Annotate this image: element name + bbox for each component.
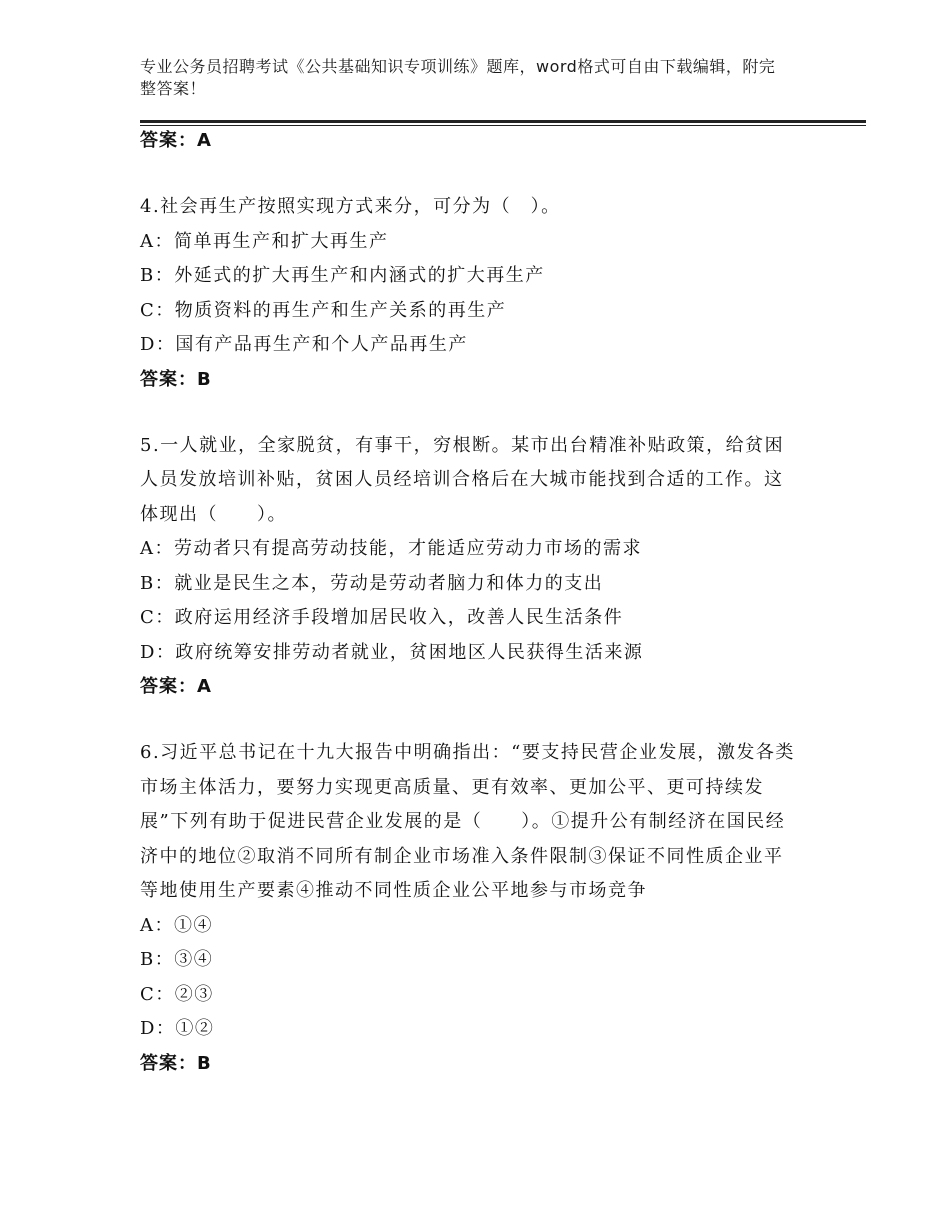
option-b: B：就业是民生之本，劳动是劳动者脑力和体力的支出 <box>140 572 604 594</box>
answer-line: 答案：A <box>140 676 212 697</box>
answer-line: 答案：B <box>140 1052 212 1074</box>
option-c: C：政府运用经济手段增加居民收入，改善人民生活条件 <box>140 607 624 628</box>
question-stem: 4.社会再生产按照实现方式来分，可分为（ ）。 <box>140 196 561 217</box>
option-d: D：政府统筹安排劳动者就业，贫困地区人民获得生活来源 <box>140 641 644 663</box>
option-d: D：国有产品再生产和个人产品再生产 <box>140 334 468 355</box>
option-a: A：简单再生产和扩大再生产 <box>140 230 389 252</box>
previous-answer: 答案：A <box>140 130 212 151</box>
answer-line: 答案：B <box>140 368 212 390</box>
page-header: 专业公务员招聘考试《公共基础知识专项训练》题库，word格式可自由下载编辑，附完整答案！ <box>140 57 776 98</box>
question-4 <box>140 190 840 397</box>
option-c: C：物质资料的再生产和生产关系的再生产 <box>140 299 507 321</box>
option-c: C：②③ <box>140 983 214 1005</box>
question-list <box>140 124 840 1081</box>
question-6 <box>140 736 840 1081</box>
option-d: D：①② <box>140 1018 215 1039</box>
option-b: B：外延式的扩大再生产和内涵式的扩大再生产 <box>140 265 545 286</box>
option-b: B：③④ <box>140 949 214 970</box>
question-stem: 5.一人就业，全家脱贫，有事干，穷根断。某市出台精准补贴政策，给贫困人员发放培训补贴，贫困人员经培训合格后在大城市能找到合适的工作。这体现出（ ）。 <box>140 434 785 525</box>
question-stem: 6.习近平总书记在十九大报告中明确指出：“要支持民营企业发展，激发各类市场主体活力，要努力实现更高质量、更有效率、更加公平、更可持续发展”下列有助于促进民营企业发展的是（ ）。①提升公有制经济在国民经济中的地位②取消不同所有制企业市场准入条件限制③保证不同性质企业平等地使用生产要素④推动不同性质企业公平地参与市场竞争 <box>140 742 795 901</box>
question-5 <box>140 429 840 705</box>
option-a: A：劳动者只有提高劳动技能，才能适应劳动力市场的需求 <box>140 538 642 559</box>
option-a: A：①④ <box>140 914 213 936</box>
